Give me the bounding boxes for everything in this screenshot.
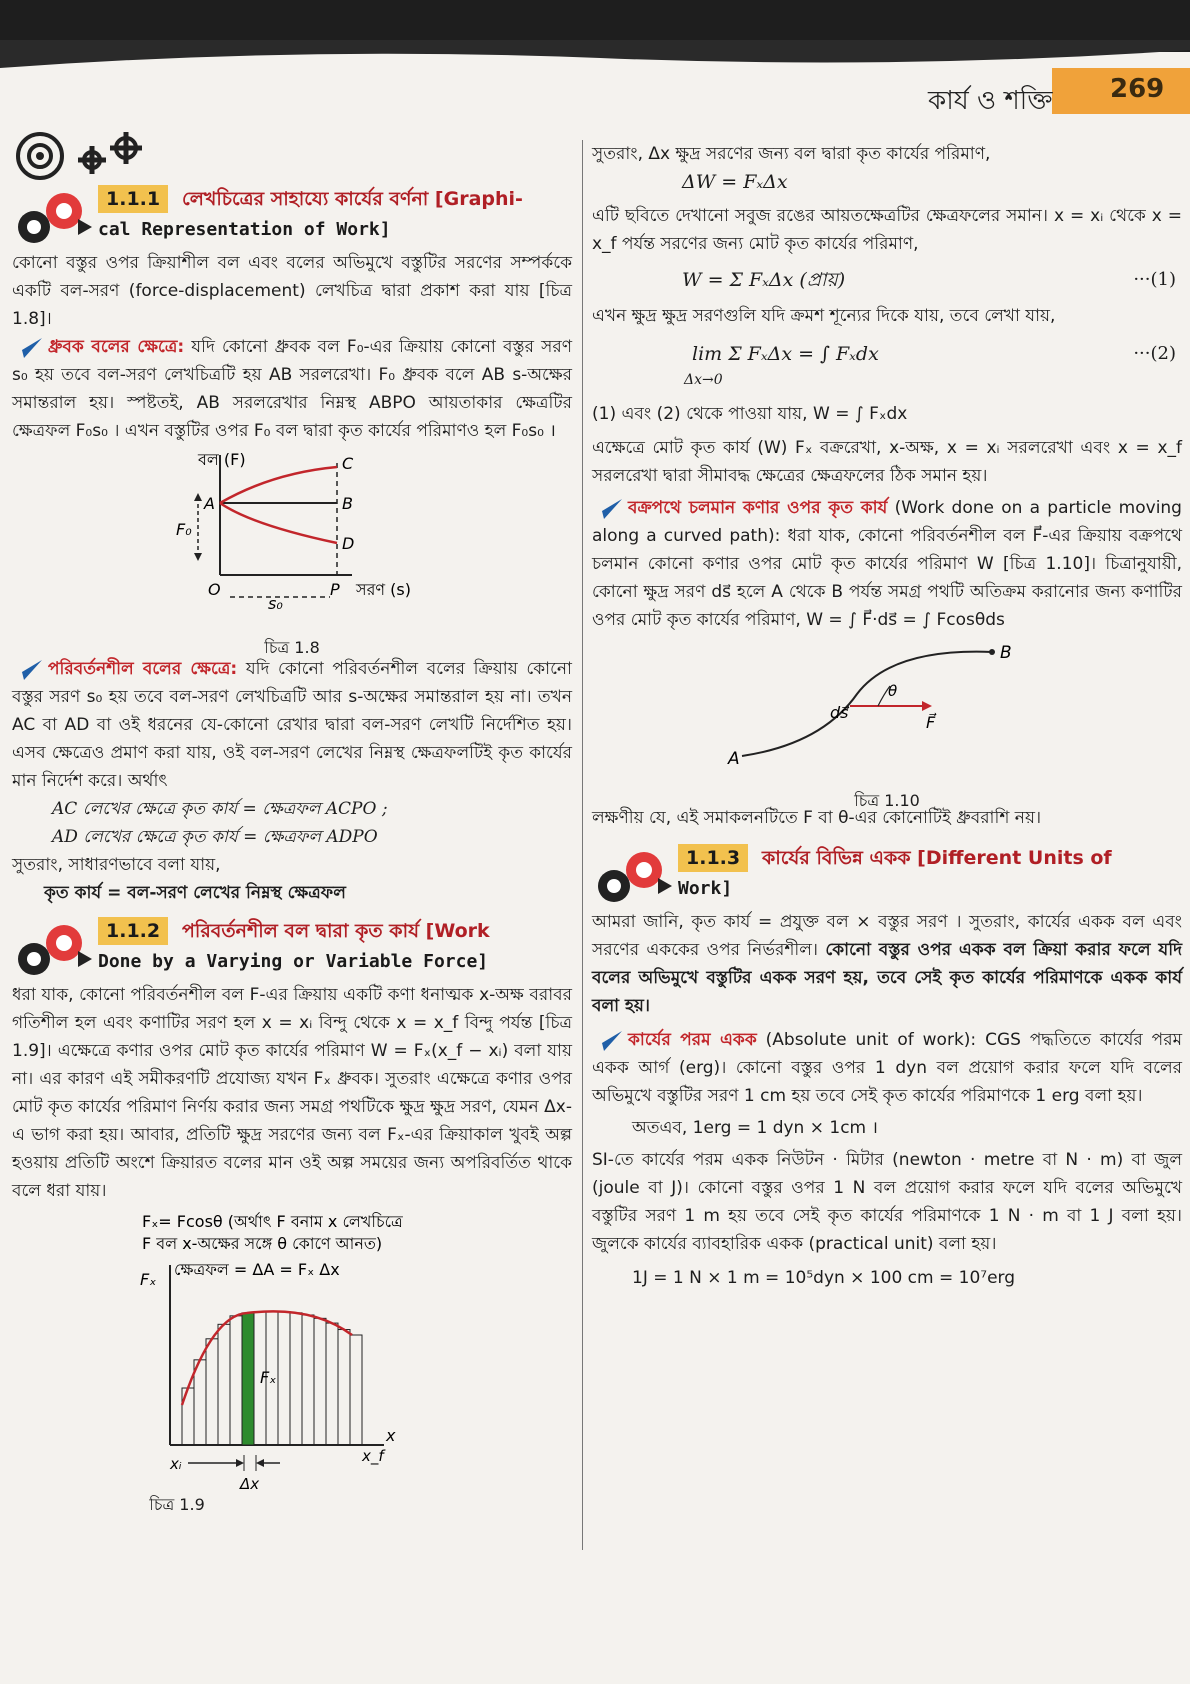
paragraph-text: ধরা যাক, কোনো পরিবর্তনশীল বল F⃗-এর ক্রিয়ায় বক্রপথে চলমান কোনো কণার ওপর মোট কৃত কার্যের পরিমাণ W [চিত্র 1.10]। চিত্রানুযায়ী, কোনো ক্ষুদ্র সরণ ds⃗ হলে A থেকে B পর্যন্ত সমগ্র পথটি অতিক্রম করানোর জন্য কণাটির ওপর মোট কৃত কার্যের পরিমাণ, W = ∫ F⃗·ds⃗ = ∫ Fcosθds [592,526,1182,630]
theta-label: θ [888,682,898,700]
x-axis-label: x [386,1426,396,1445]
section-1-1-1-heading [12,185,572,249]
paper-plane-icon [592,1029,622,1051]
area-strip [326,1323,338,1445]
figure-1-8 [12,445,572,655]
point-D-label: D [342,534,355,553]
section-title-en: cal Representation of Work] [98,219,391,240]
ds-label: ds⃗ [830,703,849,722]
area-strip [314,1318,326,1445]
area-strip [194,1360,206,1445]
area-strip [290,1313,302,1445]
dx-label: Δx [240,1475,260,1493]
variable-force-graph [12,1205,572,1493]
curved-path-diagram [592,634,1182,778]
force-displacement-graph [12,445,572,625]
point-O-label: O [208,580,221,599]
paper-plane-icon [12,336,42,358]
point-P-label: P [330,580,340,599]
paragraph-si-unit: SI-তে কার্যের পরম একক নিউটন · মিটার (newton · metre বা N · m) বা জুল (joule বা J)। কোনো বস্তুর ওপর 1 N বল প্রয়োগ করার ফলে যদি বলের অভিমুখে বস্তুটির সরণ 1 m হয় তবে সেই কৃত কার্যের পরিমাণকে 1 N · m বা 1 J বলা হয়। জুলকে কার্যের ব্যাবহারিক একক (practical unit) বলা হয়। [592,1150,1182,1254]
paragraph-variable-force [12,655,572,795]
page-curl [0,40,1190,80]
xi-label: xᵢ [170,1455,182,1473]
section-title: কার্যের বিভিন্ন একক [Different Units of [762,847,1112,869]
paragraph: এটি ছবিতে দেখানো সবুজ রঙের আয়তক্ষেত্রটির ক্ষেত্রফলের সমান। x = xᵢ থেকে x = x_f পর্যন্ত সরণের জন্য মোট কৃত কার্যের পরিমাণ, [592,206,1182,254]
point-C-label: C [342,454,354,473]
paragraph: সুতরাং, Δx ক্ষুদ্র সরণের জন্য বল দ্বারা কৃত কার্যের পরিমাণ, [592,144,991,164]
paragraph: এক্ষেত্রে মোট কৃত কার্য (W) Fₓ বক্ররেখা, x-অক্ষ, x = xᵢ সরলরেখা এবং x = x_f সরলরেখা দ্বারা সীমাবদ্ধ ক্ষেত্রের ক্ষেত্রফলের ঠিক সমান হয়। [592,438,1182,486]
section-number: 1.1.3 [678,844,748,872]
subheading-en: (Work done on a particle moving along a curved path): [592,498,1182,546]
highlighted-strip [242,1313,254,1445]
note-line-2: F বল x-অক্ষের সঙ্গে θ কোণে আনত) [142,1234,383,1253]
paragraph-text: আমরা জানি, কৃত কার্য = প্রযুক্ত বল × বস্তুর সরণ । সুতরাং, কার্যের একক বল এবং সরণের এককের ওপর নির্ভরশীল। [592,912,1182,960]
section-number: 1.1.1 [98,185,168,213]
paragraph: এখন ক্ষুদ্র ক্ষুদ্র সরণগুলি যদি ক্রমশ শূন্যের দিকে যায়, তবে লেখা যায়, [592,306,1056,326]
equation-2 [592,330,1182,394]
area-label: ক্ষেত্রফল = ΔA = Fₓ Δx [174,1260,340,1279]
paragraph-text: যদি কোনো পরিবর্তনশীল বলের ক্রিয়ায় কোনো বস্তুর সরণ s₀ হয় তবে বল-সরণ লেখচিত্রটি আর s-অক্ষের সমান্তরাল হয় না। তখন AC বা AD বা ওই ধরনের যে-কোনো রেখার দ্বারা বল-সরণ লেখটি নির্দেশিত হয়। এসব ক্ষেত্রেও প্রমাণ করা যায়, ওই বল-সরণ লেখের নিম্নস্থ ক্ষেত্রফলটিই কৃত কার্যের মান নির্দেশ করে। অর্থাৎ [12,659,572,791]
area-strip [350,1335,362,1445]
equation-number: ···(2) [1133,343,1176,364]
paragraph: কোনো বস্তুর ওপর ক্রিয়াশীল বল এবং বলের অভিমুখে বস্তুটির সরণের সম্পর্ককে একটি বল-সরণ (force-displacement) লেখচিত্র দ্বারা প্রকাশ করা যায় [চিত্র 1.8]। [12,253,572,329]
section-gear-icon [592,848,672,904]
erg-equation: অতএব, 1erg = 1 dyn × 1cm । [632,1118,878,1138]
chapter-gears-icon [14,128,154,184]
figure-caption: চিত্র 1.10 [854,791,920,810]
paragraph: ধরা যাক, কোনো পরিবর্তনশীল বল F-এর ক্রিয়ায় একটি কণা ধনাত্মক x-অক্ষ বরাবর গতিশীল হল এবং কণাটির সরণ হল x = xᵢ বিন্দু থেকে x = x_f বিন্দু পর্যন্ত [চিত্র 1.9]। এক্ষেত্রে কণার ওপর মোট কৃত কার্যের পরিমাণ W = Fₓ(x_f − xᵢ) বলা যায় না। এর কারণ এই সমীকরণটি প্রযোজ্য যখন Fₓ ধ্রুবক। সুতরাং এক্ষেত্রে কণার ওপর মোট কৃত কার্যের পরিমাণ নির্ণয় করার জন্য সমগ্র পথটিকে ক্ষুদ্র ক্ষুদ্র সরণ, যেমন Δx-এ ভাগ করা হয়। আবার, প্রতিটি ক্ষুদ্র সরণের জন্য বল Fₓ-এর ক্রিয়াকাল খুবই অল্প হওয়ায় প্রতিটি অংশে ক্রিয়ারত বলের মান ওই অল্প সময়ের জন্য অপরিবর্তিত থাকে বলে ধরা যায়। [12,985,572,1201]
column-divider [582,140,583,1550]
equation-dw: ΔW = FₓΔx [682,171,788,193]
subheading: পরিবর্তনশীল বলের ক্ষেত্রে: [48,659,238,679]
point-A-label: A [728,749,740,769]
paragraph-text: CGS পদ্ধতিতে কার্যের পরম একক আর্গ (erg)। কোনো বস্তুর ওপর 1 dyn বল প্রয়োগ করার ফলে যদি বলের অভিমুখে বস্তুটির সরণ 1 cm হয় তবে সেই কৃত কার্যের পরিমাণকে 1 erg বলা হয়। [592,1030,1183,1106]
area-strip [218,1324,230,1445]
paragraph-units [592,908,1182,1020]
equation-1 [592,258,1182,302]
section-number: 1.1.2 [98,917,168,945]
paragraph: সুতরাং, সাধারণভাবে বলা যায়, [12,855,221,875]
subheading: কার্যের পরম একক [628,1030,757,1050]
equation-sum: W = Σ FₓΔx (প্রায়) [682,269,846,291]
section-title-en: Work] [678,878,733,899]
limit-subscript: Δx→0 [684,372,723,388]
y-axis-label: বল (F) [198,450,246,469]
fx-axis-label: Fₓ [140,1270,157,1289]
fx-bar-label: Fₓ [260,1368,277,1387]
s0-label: s₀ [268,594,283,613]
note-line-1: Fₓ= Fcosθ (অর্থাৎ F বনাম x লেখচিত্রে [142,1212,403,1231]
equation-ad: AD লেখের ক্ষেত্রে কৃত কার্য = ক্ষেত্রফল ADPO [52,827,378,847]
result-statement: কৃত কার্য = বল-সরণ লেখের নিম্নস্থ ক্ষেত্রফল [44,883,346,903]
section-1-1-2-heading [12,917,572,981]
equation-number: ···(1) [1133,269,1176,290]
paragraph-constant-force [12,333,572,445]
section-title: লেখচিত্রের সাহায্যে কার্যের বর্ণনা [Graphi- [182,188,523,210]
point-A-label: A [204,494,215,513]
definition-text: কোনো বস্তুর ওপর একক বল ক্রিয়া করার ফলে যদি বলের অভিমুখে বস্তুটির একক সরণ হয়, তবে সেই কৃত কার্যের পরিমাণকে একক কার্য বলা হয়। [592,940,1182,1016]
subheading-en: (Absolute unit of work): [765,1030,977,1050]
equation-ac: AC লেখের ক্ষেত্রে কৃত কার্য = ক্ষেত্রফল ACPO ; [52,799,388,819]
paper-plane-icon [592,497,622,519]
paragraph-absolute-unit [592,1026,1182,1110]
equation-limit: lim Σ FₓΔx = ∫ Fₓdx [692,343,879,365]
paragraph: লক্ষণীয় যে, এই সমাকলনটিতে F বা θ-এর কোনোটিই ধ্রুবরাশি নয়। [592,808,1042,828]
right-column [592,140,1182,1292]
x-axis-label: সরণ (s) [356,580,411,599]
section-title-en: Done by a Varying or Variable Force] [98,951,489,972]
section-gear-icon [12,921,92,977]
force-label: F⃗ [926,713,936,732]
figure-1-10 [592,634,1182,810]
area-strip [338,1330,350,1445]
figure-caption: চিত্র 1.9 [149,1495,205,1514]
area-strip [230,1316,242,1445]
point-B-label: B [342,494,353,513]
figure-caption: চিত্র 1.8 [264,638,320,657]
area-strip [206,1339,218,1445]
section-1-1-3-heading [592,844,1182,908]
section-title: পরিবর্তনশীল বল দ্বারা কৃত কার্য [Work [182,920,490,942]
left-column [12,185,572,1517]
figure-1-9 [12,1205,572,1517]
xf-label: x_f [362,1447,384,1465]
subheading: ধ্রুবক বলের ক্ষেত্রে: [48,337,185,357]
area-strip [302,1315,314,1445]
paragraph-text: যদি কোনো ধ্রুবক বল F₀-এর ক্রিয়ায় কোনো বস্তুর সরণ s₀ হয় তবে বল-সরণ লেখচিত্রটি হয় AB সরলরেখা। F₀ ধ্রুবক বলে AB s-অক্ষের সমান্তরাল হয়। স্পষ্টতই, AB সরলরেখার নিম্নস্থ ABPO আয়তাকার ক্ষেত্রটির ক্ষেত্রফল F₀s₀ । এখন বস্তুটির ওপর F₀ বল দ্বারা কৃত কার্যের পরিমাণও হল F₀s₀ । [12,337,572,441]
chapter-title: কার্য ও শক্তি [928,86,1053,116]
area-strip [278,1312,290,1445]
section-gear-icon [12,189,92,245]
point-B-label: B [1000,643,1012,663]
subheading: বক্রপথে চলমান কণার ওপর কৃত কার্য [628,498,888,518]
paragraph: (1) এবং (2) থেকে পাওয়া যায়, W = ∫ Fₓdx [592,404,908,424]
page-number: 269 [1110,74,1165,104]
joule-equation: 1J = 1 N × 1 m = 10⁵dyn × 100 cm = 10⁷erg [632,1268,1016,1288]
paragraph-curved-path [592,494,1182,634]
F0-label: F₀ [176,520,192,539]
